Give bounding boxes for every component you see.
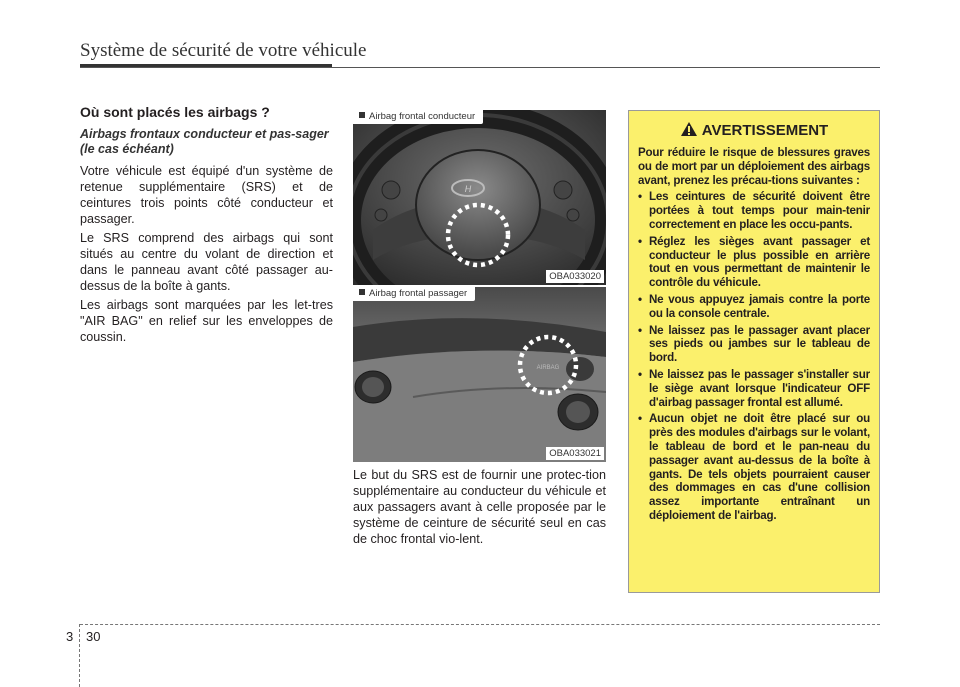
chapter-heading: Système de sécurité de votre véhicule — [80, 40, 367, 61]
middle-text-block — [353, 467, 606, 550]
warning-item — [638, 190, 870, 231]
warning-list — [638, 190, 870, 522]
photo-code: OBA033021 — [546, 447, 604, 460]
photo-caption — [353, 110, 483, 124]
svg-text:AIRBAG: AIRBAG — [536, 365, 560, 371]
paragraph: Le SRS comprend des airbags qui sont situés au centre du volant de direction et dans le panneau avant côté passager au-dessus de la boîte à gants. — [80, 231, 333, 293]
warning-header — [638, 121, 870, 142]
warning-item-text: Ne laissez pas le passager avant placer ses pieds ou jambes sur le tableau de bord. — [649, 323, 870, 365]
warning-title: AVERTISSEMENT — [701, 122, 829, 139]
header-rule — [80, 67, 880, 68]
page-number: 30 — [86, 629, 101, 644]
photo-caption-text: Airbag frontal conducteur — [369, 111, 476, 122]
warning-item-text: Ne laissez pas le passager s'installer sur le siège avant lorsque l'indicateur OFF d'airbag passager frontal est allumé. — [649, 367, 870, 409]
subsection-title: Airbags frontaux conducteur et pas-sager (le cas échéant) — [80, 127, 329, 156]
warning-triangle-icon — [680, 121, 698, 142]
warning-item — [638, 324, 870, 365]
paragraph: Les airbags sont marquées par les let-tres "AIR BAG" en relief sur les enveloppes de coussin. — [80, 298, 333, 344]
bullet: • — [638, 234, 642, 248]
chapter-number: 3 — [66, 629, 74, 644]
bullet: • — [638, 323, 642, 337]
square-bullet-icon — [359, 289, 365, 295]
bullet: • — [638, 292, 642, 306]
warning-item-text: Les ceintures de sécurité doivent être portées à tout temps pour main-tenir correctement en place les occu-pants. — [649, 190, 870, 231]
left-column — [80, 104, 333, 348]
warning-item — [638, 412, 870, 522]
passenger-airbag-photo — [353, 287, 606, 462]
warning-item — [638, 293, 870, 321]
driver-airbag-photo — [353, 110, 606, 285]
bullet: • — [638, 190, 642, 204]
footer-rule — [80, 624, 880, 625]
footer-divider — [79, 624, 80, 687]
dashboard-illustration — [353, 287, 606, 462]
warning-box — [628, 110, 880, 593]
warning-item-text: Réglez les sièges avant passager et conducteur le plus possible en arrière tout en vous permettant de maintenir le contrôle du véhicule. — [649, 234, 870, 290]
paragraph: Le but du SRS est de fournir une protec-tion supplémentaire au conducteur du véhicule et aux passagers avant à celle proposée par le système de ceinture de sécurité seul en cas de choc frontal vio-lent. — [353, 468, 606, 546]
warning-item-text: Ne vous appuyez jamais contre la porte ou la console centrale. — [649, 292, 870, 320]
warning-item-text: Aucun objet ne doit être placé sur ou près des modules d'airbags sur le volant, le tableau de bord et le pan-neau du passager avant au-dessus de la boîte à gants. De tels objets pourraient causer des dommages en cas d'une collision assez importante entraînant un déploiement de l'airbag. — [649, 412, 870, 522]
photo-code: OBA033020 — [546, 270, 604, 283]
bullet: • — [638, 367, 642, 381]
photo-caption-text: Airbag frontal passager — [369, 288, 468, 299]
svg-text:H: H — [464, 184, 472, 194]
photo-caption — [353, 287, 475, 301]
warning-intro: Pour réduire le risque de blessures graves ou de mort par un déploiement des airbags avant, prenez les précau-tions suivantes : — [638, 146, 870, 187]
paragraph: Votre véhicule est équipé d'un système de retenue supplémentaire (SRS) et de ceintures trois points côté conducteur et passager. — [80, 164, 333, 226]
square-bullet-icon — [359, 112, 365, 118]
warning-item — [638, 368, 870, 409]
bullet: • — [638, 412, 642, 426]
warning-item — [638, 235, 870, 290]
steering-wheel-illustration — [353, 110, 606, 285]
section-title: Où sont placés les airbags ? — [80, 104, 270, 120]
